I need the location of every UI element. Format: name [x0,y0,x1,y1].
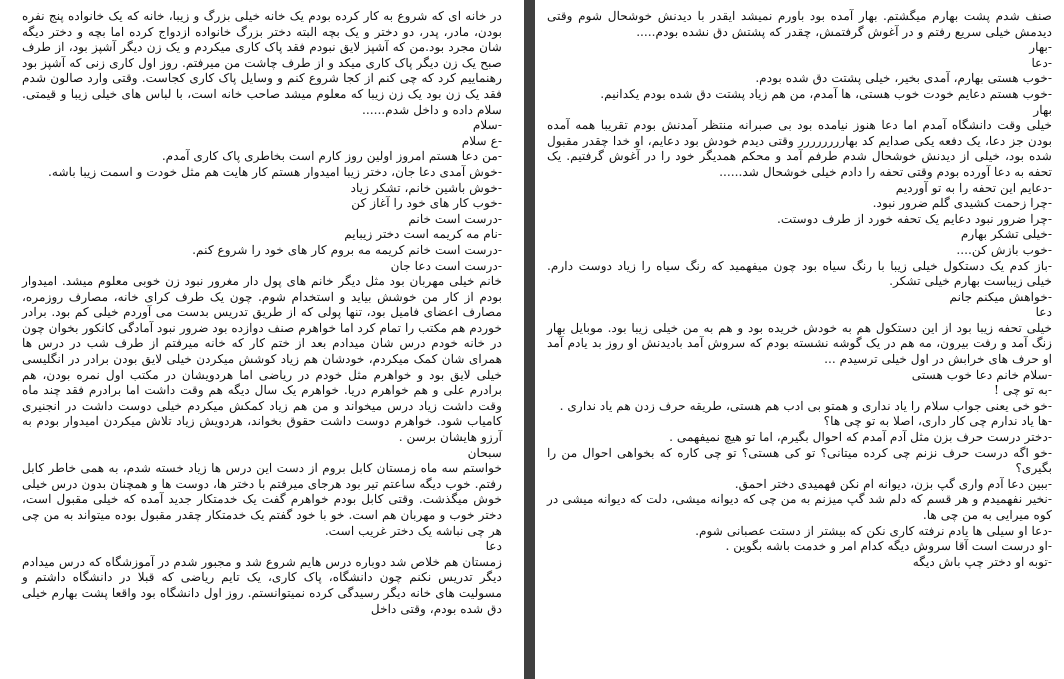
paragraph: -چرا زحمت کشیدی گلم ضرور نبود. [872,196,1052,211]
paragraph: سبحان [467,445,502,460]
paragraph: -خو اگه درست حرف نزنم چی کرده میتانی؟ تو کی هستی؟ تو چی کاره که بخواهی احوال من را بگیری؟ [547,445,1052,476]
paragraph: -نام مه کریمه است دختر زیبایم [344,227,502,242]
paragraph: -ها یاد ندارم چی کار داری، اصلا به تو چی ها؟ [823,414,1052,429]
paragraph: -درست است خانم کریمه مه بروم کار های خود را شروع کنم. [192,242,502,257]
paragraph: -دعایم این تحفه را به تو آوردیم [895,180,1052,195]
paragraph: -چرا ضرور نبود دعایم یک تحفه خورد از طرف دوستت. [777,211,1052,226]
paragraph: -توبه او دختر چپ باش دیگه [912,554,1052,569]
paragraph: -دختر درست حرف بزن مثل آدم آمدم که احوال بگیرم، اما تو هیچ نمیفهمی . [669,430,1052,445]
paragraph: -بهار [1029,40,1052,55]
paragraph: دعا [485,539,502,554]
paragraph: در خانه ای که شروع به کار کرده بودم یک خانه خیلی بزرگ و زیبا، خانه که یک خانواده پنج نفره بودن، مادر، پدر، دو دختر و یک بچه البته دختر بزرگ خانواده ازدواج کرده اما بچه و دختر دیگه شان مجرد بود.من که آشپز لایق نبودم فقد پاک کاری میکردم و یک زن دیگر آشپز بود، از طرف صبح یک زن دیگر پاک کاری میکد و از طرف چاشت من میرفتم. روز اول کاری زنی که آشپز بود رهنماییم کرد که چی کنم از کجا شروع کنم و وسایل پاک کاری کجاست. وقتی وارد صالون شدم فقد یک زن بود یک زن زیبا که معلوم میشد صاحب خانه است، با لباس های خیلی زیبا و قیمتی. سلام داده و داخل شدم...... [22,9,502,117]
left-page [0,0,524,679]
paragraph: -من دعا هستم امروز اولین روز کارم است بخاطری پاک کاری آمدم. [161,149,502,164]
paragraph: -خواهش میکنم جانم [949,289,1052,304]
right-page [535,0,1064,679]
paragraph: دعا [1035,305,1052,320]
paragraph: -خوب هستی بهارم، آمدی بخیر، خیلی پشتت دق شده بودم. [755,71,1052,86]
paragraph: -درست است خانم [408,211,502,226]
paragraph: -خیلی تشکر بهارم [960,227,1052,242]
paragraph: بهار [1033,102,1052,117]
paragraph: -خوب کار های خود را آغاز کن [351,196,502,211]
paragraph: -او درست است آقا سروش دیگه کدام امر و خدمت باشه بگوین . [725,539,1052,554]
right-page-text [547,9,1052,570]
paragraph: -نخیر نفهمیدم و هر قسم که دلم شد گپ میزنم به من چی که دیوانه میشی، دلت که دیوانه میشی در کوه میرایی به من چی ها. [547,492,1052,522]
left-page-text [22,9,502,617]
paragraph: خیلی تحفه زیبا بود از این دستکول هم به خودش خریده بود و هم به من خیلی زیبا بود. موبایل بهار زنگ آمد و رفت بیرون، مه هم در یک گوشه نشسته بودم که سروش آمد بادیدنش او روز بد یادم آمد او حرف های خرابش در اول خیلی ترسیدم ... [547,320,1052,367]
paragraph: -خوش آمدی دعا جان، دختر زیبا امیدوار هستم کار هایت هم مثل خودت و اسمت زیبا باشه. [48,164,502,179]
paragraph: -خوب بازش کن.... [956,242,1052,257]
paragraph: -به تو چی ! [994,383,1052,398]
paragraph: -ع سلام [461,133,502,148]
paragraph: -سلام خانم دعا خوب هستی [911,367,1052,382]
paragraph: صنف شدم پشت بهارم میگشتم. بهار آمده بود باورم نمیشد ایقدر با دیدنش خوشحال شوم وقتی دیدمش خیلی سریع رفتم و در آغوش گرفتمش، چقدر که پشتش دق نشده بودم..... [547,9,1052,39]
paragraph: -خوب هستم دعایم خودت خوب هستی، ها آمدم، من هم زیاد پشتت دق شده بودم یکدانیم. [600,86,1052,101]
page-divider [524,0,535,679]
paragraph: -درست است دعا جان [390,258,502,273]
paragraph: -باز کدم یک دستکول خیلی زیبا با رنگ سیاه بود چون میفهمید که رنگ سیاه را زیاد دوست دارم. خیلی زیباست بهارم خیلی تشکر. [547,258,1052,289]
paragraph: -دعا او سیلی ها یادم نرفته کاری نکن که بیشتر از دستت عصبانی شوم. [695,523,1052,538]
paragraph: -خوش باشین خانم، تشکر زیاد [350,180,502,195]
paragraph: خانم خیلی مهربان بود مثل دیگر خانم های پول دار مغرور نبود زن خوبی معلوم میشد. امیدوار بودم از کار من خوشش بیاید و استخدام شوم. چون یک طرف کرای خانه، مصارف روزمره، مصارف اعضای فامیل بود، تنها پولی که از طریق تدریس بدست می آوردم خیلی کم بود. برادر خوردم هم مکتب را تمام کرد اما خواهرم صنف دوازده بود ضرور نبود آمادگی کانکور بخوان چون در خانه خودم درس شان میدادم بعد از ختم کار که خانه میرفتم از طرف شب در درس ها همرای شان کمک میکردم، خودشان هم زیاد کوشش میکردن خیلی لایق بودن برادر در انگلیسی خیلی لایق بود و خواهرم مثل خودم در ریاضی اما هردویشان در مکتب اول نمره بودن، هم برادرم علی و هم خواهرم دریا. خواهرم یک سال دیگه هم وقت داشت اما برادرم فقد چند ماه وقت داشت زیاد درس میخواند و من هم زیاد کمکش میکردم خیلی دوست داشت در انجنیری کامیاب شود. خواهرم دوست داشت حقوق بخواند، هردویش زیاد تلاش میکردن امیدوار بودم به آرزو هایشان برسن . [22,274,502,445]
paragraph: -سلام [472,118,502,133]
paragraph: -ببین دعا آدم واری گپ بزن، دیوانه ام نکن فهمیدی دختر احمق. [734,476,1052,491]
paragraph: -خو خی یعنی جواب سلام را یاد نداری و همتو بی ادب هم هستی، طریقه حرف زدن هم یاد نداری . [559,398,1052,413]
paragraph: خیلی وقت دانشگاه آمدم اما دعا هنوز نیامده بود بی صبرانه منتظر آمدنش بودم تقریبا همه آمده بودن جز دعا، یک دفعه یکی صدایم کد بهارررررررر وقتی دیدم خودش بود دعایم، او خدا چقدر مقبول شده بود، خیلی از دیدنش خوشحال شدم طرفم آمد و محکم همدیگر خود را در آغوش گرفتیم. یک تحفه به دعا آورده بودم وقتی تحفه را دادم خیلی خوشحال شد...... [547,118,1052,179]
paragraph: خواستم سه ماه زمستان کابل بروم از دست این درس ها زیاد خسته شدم، به همی خاطر کابل رفتم. خوب دیگه ساعتم تیر بود هرجای میرفتم با دختر ها، دوست ها و همچنان بدون درس خیلی خوش میگذشت. وقتی کابل بودم خواهرم گفت یک خدمتکار جدید آمده که خیلی مقبول است، دختر خوب و مهربان هم است. خو با خود گفتم یک خدمتکار چقدر مقبول بوده میتواند به من چی هر چی نباشه یک دختر غریب است. [22,461,502,538]
paragraph: زمستان هم خلاص شد دوباره درس هایم شروع شد و مجبور شدم در آموزشگاه که درس میدادم دیگر تدریس نکنم چون دانشگاه، پاک کاری، یک تایم ریاضی که قبلا در دانشگاه داشتم و مسولیت های خانه دیگر رسیدگی کرده نمیتوانستم. روز اول دانشگاه بود واقعا پشت بهارم خیلی دق شده بودم، وقتی داخل [22,554,502,616]
paragraph: -دعا [1031,55,1052,70]
